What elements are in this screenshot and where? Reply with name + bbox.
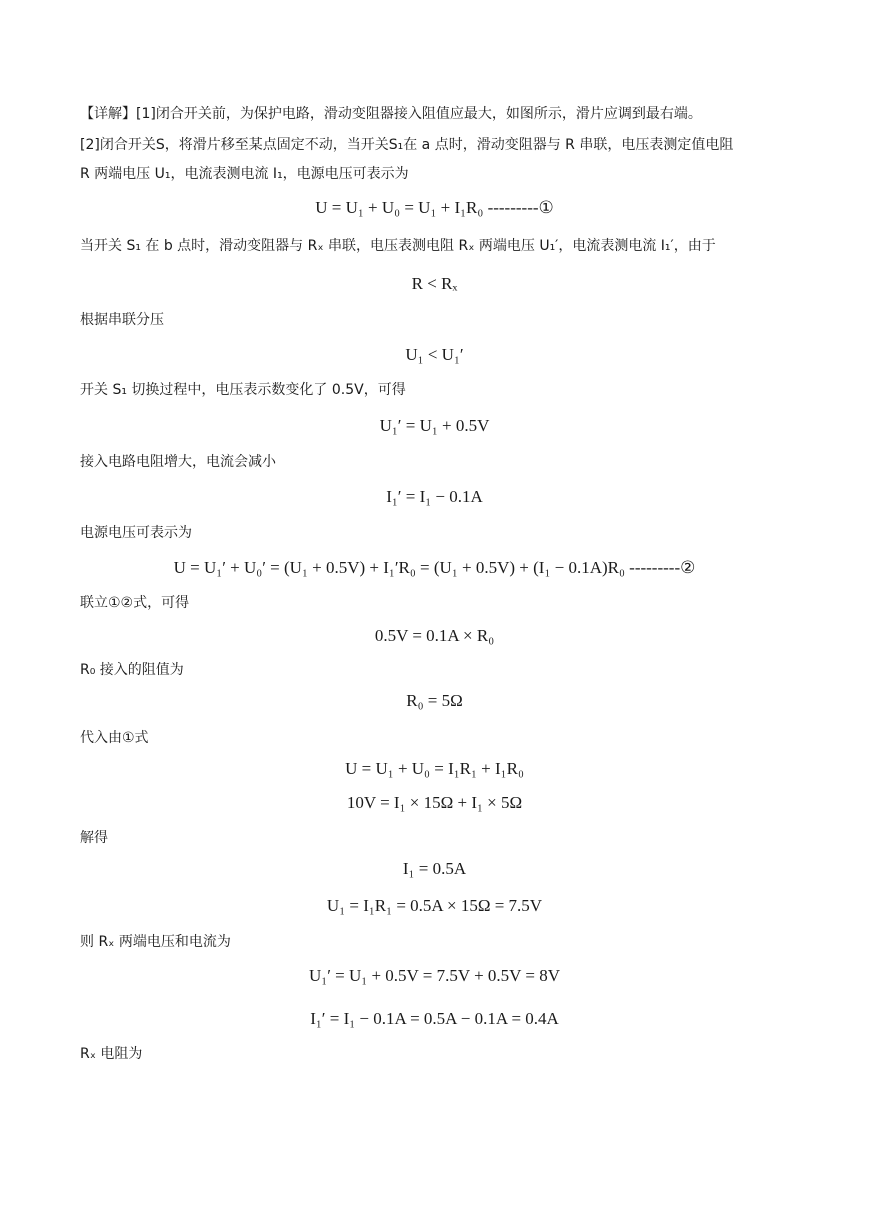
equation-9: U = U₁ + U₀ = I₁R₁ + I₁R₀ [345, 759, 524, 778]
paragraph-switch-b: 当开关 S₁ 在 b 点时，滑动变阻器与 Rₓ 串联，电压表测电阻 Rₓ 两端电压 U₁′，电流表测电流 I₁′，由于 [80, 238, 716, 254]
equation-3: U₁ < U₁′ [405, 345, 464, 364]
paragraph-detail-2: [2]闭合开关S，将滑片移至某点固定不动，当开关S₁在 a 点时，滑动变阻器与 R 串联，电压表测定值电阻 [80, 137, 734, 153]
equation-13: U₁′ = U₁ + 0.5V = 7.5V + 0.5V = 8V [309, 966, 560, 985]
equation-14: I₁′ = I₁ − 0.1A = 0.5A − 0.1A = 0.4A [310, 1009, 559, 1028]
equation-12: U₁ = I₁R₁ = 0.5A × 15Ω = 7.5V [326, 896, 543, 915]
equation-10: 10V = I₁ × 15Ω + I₁ × 5Ω [346, 793, 523, 812]
equation-8: R₀ = 5Ω [406, 691, 463, 710]
equation-1: U = U₁ + U₀ = U₁ + I₁R₀ ---------① [315, 198, 554, 217]
paragraph-combine: 联立①②式，可得 [80, 595, 190, 611]
equation-4: U₁′ = U₁ + 0.5V [379, 416, 490, 435]
equation-5: I₁′ = I₁ − 0.1A [386, 487, 483, 506]
equation-6: U = U₁′ + U₀′ = (U₁ + 0.5V) + I₁′R₀ = (U₁ + 0.5V) + (I₁ − 0.1A)R₀ ---------② [173, 558, 696, 577]
paragraph-substitute: 代入由①式 [80, 730, 149, 746]
paragraph-solve: 解得 [80, 830, 108, 846]
paragraph-source-voltage: 电源电压可表示为 [80, 525, 192, 541]
equation-7: 0.5V = 0.1A × R₀ [374, 626, 495, 645]
paragraph-detail-3: R 两端电压 U₁，电流表测电流 I₁，电源电压可表示为 [80, 166, 409, 182]
paragraph-r0-value: R₀ 接入的阻值为 [80, 662, 184, 678]
paragraph-current-decrease: 接入电路电阻增大，电流会减小 [80, 454, 276, 470]
paragraph-detail-1: 【详解】[1]闭合开关前，为保护电路，滑动变阻器接入阻值应最大，如图所示，滑片应调到最右端。 [80, 106, 702, 122]
paragraph-series-division: 根据串联分压 [80, 312, 164, 328]
paragraph-rx-resistance: Rₓ 电阻为 [80, 1046, 143, 1062]
paragraph-rx-voltage-current: 则 Rₓ 两端电压和电流为 [80, 934, 231, 950]
equation-11: I₁ = 0.5A [402, 859, 467, 878]
paragraph-voltage-change: 开关 S₁ 切换过程中，电压表示数变化了 0.5V，可得 [80, 382, 406, 398]
equation-2: R < Rₓ [411, 274, 458, 293]
